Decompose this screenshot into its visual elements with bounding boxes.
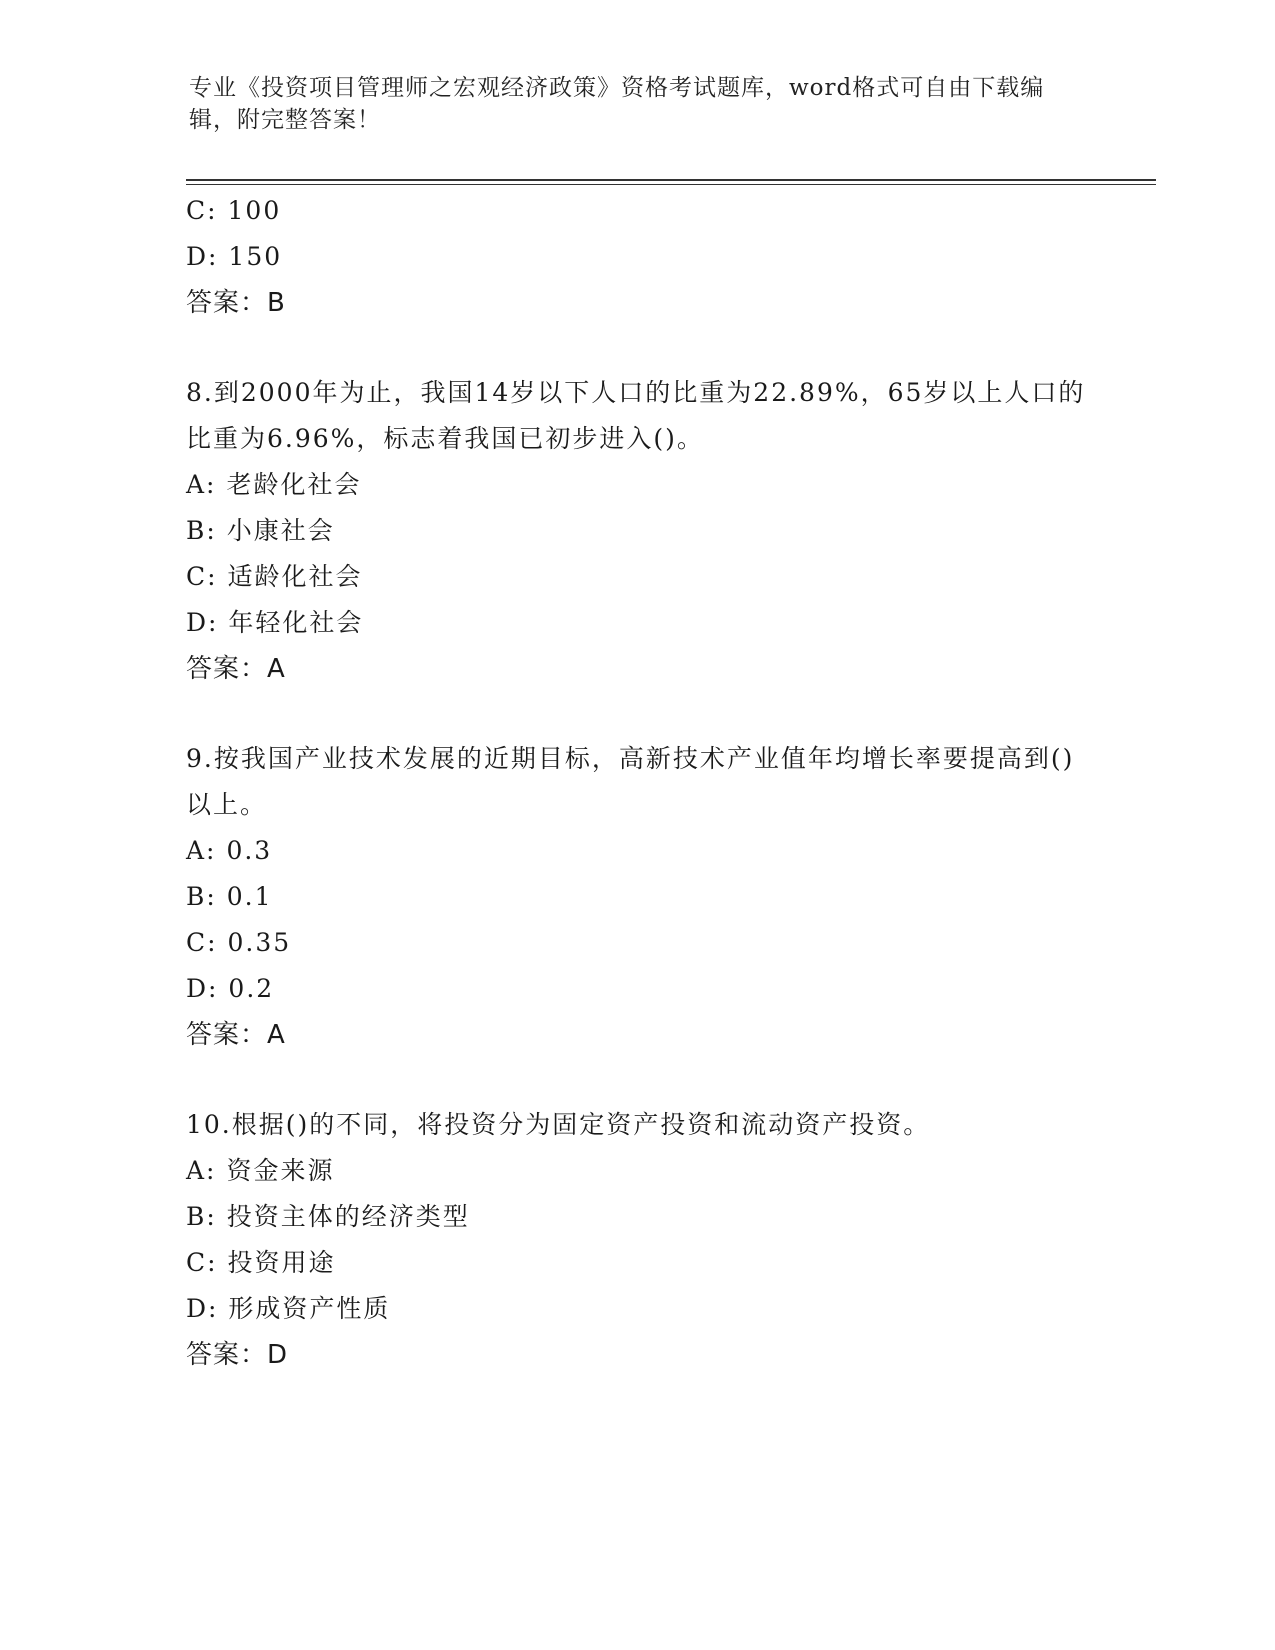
question-9	[186, 736, 1086, 1058]
answer-9: 答案：A	[186, 1020, 286, 1050]
question-10	[186, 1102, 1086, 1378]
option-d: D: 年轻化社会	[186, 608, 364, 637]
option-c: C: 投资用途	[186, 1248, 336, 1277]
option-c: C: 100	[186, 196, 282, 225]
option-a: A: 老龄化社会	[186, 470, 362, 499]
option-d: D: 0.2	[186, 974, 275, 1003]
question-text: 8.到2000年为止，我国14岁以下人口的比重为22.89%，65岁以上人口的比重为6.96%，标志着我国已初步进入()。	[186, 378, 1086, 453]
answer-10: 答案：D	[186, 1340, 289, 1370]
option-b: B: 小康社会	[186, 516, 335, 545]
page-header: 专业《投资项目管理师之宏观经济政策》资格考试题库，word格式可自由下载编辑，附完整答案！	[189, 75, 1045, 133]
option-b: B: 0.1	[186, 882, 273, 911]
question-text: 9.按我国产业技术发展的近期目标，高新技术产业值年均增长率要提高到()以上。	[186, 744, 1075, 819]
question-list	[186, 188, 1086, 1378]
option-a: A: 0.3	[186, 836, 273, 865]
option-c: C: 适龄化社会	[186, 562, 363, 591]
option-a: A: 资金来源	[186, 1156, 335, 1185]
option-d: D: 形成资产性质	[186, 1294, 391, 1323]
option-b: B: 投资主体的经济类型	[186, 1202, 470, 1231]
question-text: 10.根据()的不同，将投资分为固定资产投资和流动资产投资。	[186, 1110, 931, 1139]
answer-7: 答案：B	[186, 288, 286, 318]
header-rule-thin	[186, 184, 1156, 185]
option-d: D: 150	[186, 242, 283, 271]
question-8	[186, 370, 1086, 692]
answer-8: 答案：A	[186, 654, 286, 684]
partial-question-7	[186, 188, 1086, 326]
option-c: C: 0.35	[186, 928, 292, 957]
header-rule-thick	[186, 179, 1156, 181]
